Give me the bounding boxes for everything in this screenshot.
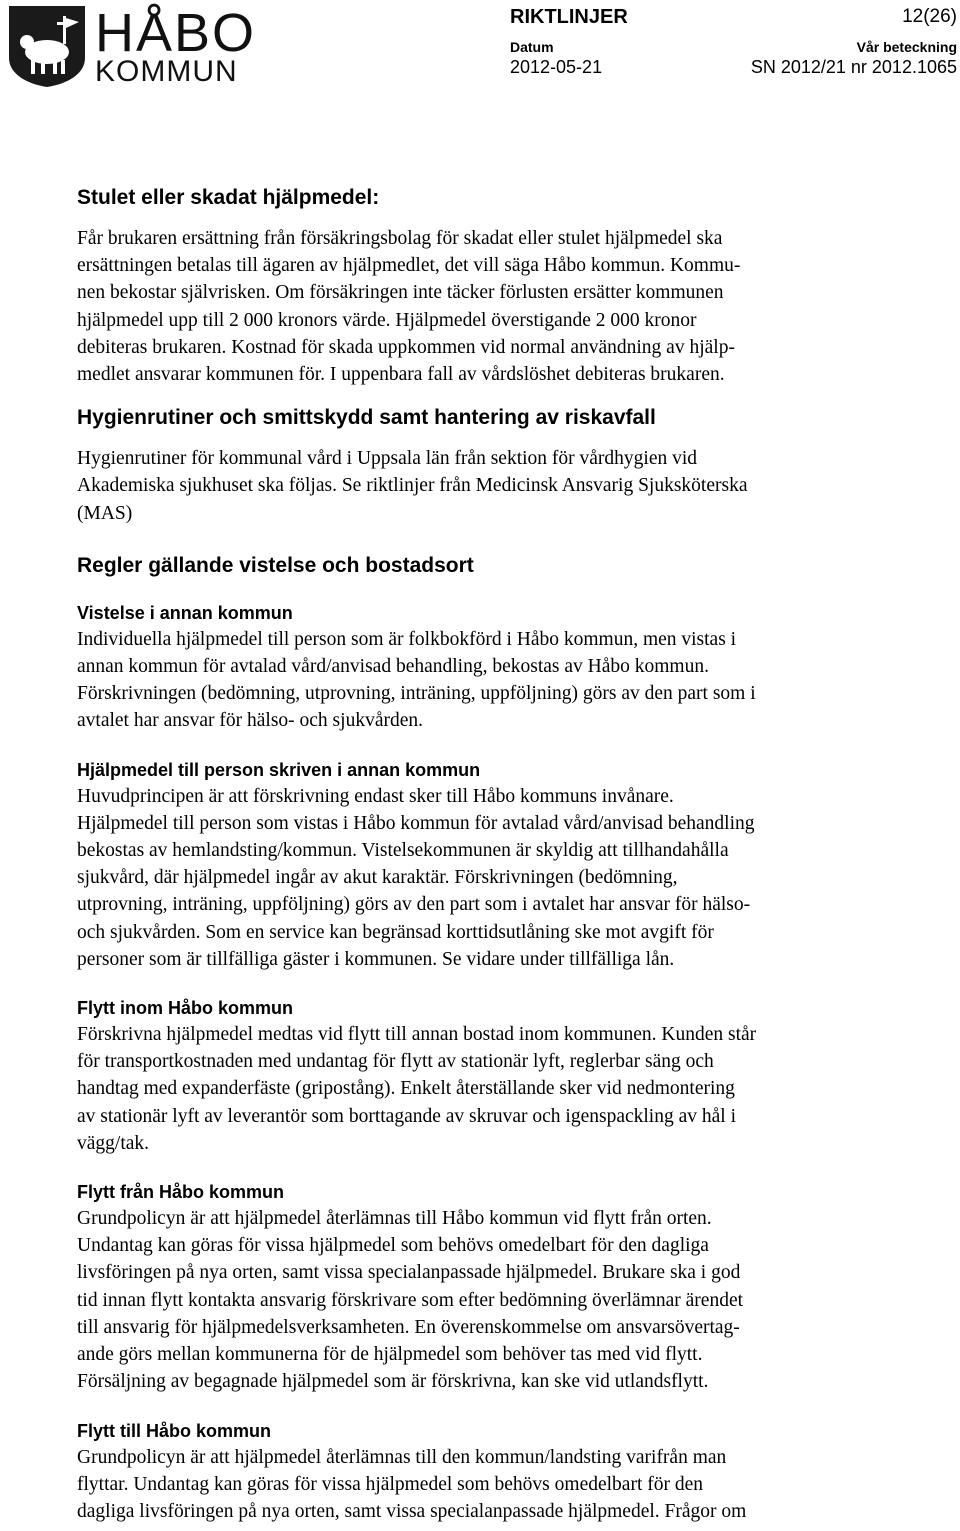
paragraph: Förskrivna hjälpmedel medtas vid flytt till annan bostad inom kommunen. Kunden står för transportkostnaden med undantag för flytt av stationär lyft, reglerbar säng och handtag med expanderfäste (gripostång). Enkelt återställande sker vid nedmontering av stationär lyft av leverantör som borttagande av skruvar och igenspackling av hål i vägg/tak. (77, 1024, 757, 1154)
subsection-heading: Flytt från Håbo kommun (77, 1182, 285, 1203)
document-date: 2012-05-21 (510, 57, 603, 77)
paragraph: Grundpolicyn är att hjälpmedel återlämnas till den kommun/landsting varifrån man flyttar. Undantag kan göras för vissa hjälpmedel som behövs omedelbart för den dagliga livsföringen på nya orten, samt vissa specialanpassade hjälpmedel. Frågor om (77, 1446, 747, 1522)
page-number: 12(26) (902, 6, 957, 27)
logo-text-habo: HÅBO (95, 3, 257, 63)
subsection-heading: Hjälpmedel till person skriven i annan kommun (77, 759, 481, 780)
section-heading: Hygienrutiner och smittskydd samt hantering av riskavfall (77, 406, 656, 430)
section-stolen-damaged (77, 183, 917, 388)
subsection-heading: Flytt inom Håbo kommun (77, 998, 293, 1019)
reference-label: Vår beteckning (856, 39, 957, 55)
section-heading: Stulet eller skadat hjälpmedel: (77, 186, 380, 209)
paragraph: Huvudprincipen är att förskrivning endast sker till Håbo kommuns invånare. Hjälpmedel till person som vistas i Håbo kommun för avtalad vård/anvisad behandling bekostas av hemlandsting/kommun. Vistelsekommunen är skyldig att tillhandahålla sjukvård, där hjälpmedel ingår av akut karaktär. Förskrivningen (bedömning, utprovning, inträning, uppföljning) görs av den part som i avtalet har ansvar för hälso- och sjukvården. Som en service kan begränsad korttidsutlåning ske mot avgift för personer som är tillfälliga gäster i kommunen. Se vidare under tillfälliga lån. (77, 785, 755, 970)
habo-logo-emblem-icon (3, 2, 91, 88)
section-move-to (77, 1418, 917, 1526)
subsection-heading: Vistelse i annan kommun (77, 602, 293, 623)
section-move-within (77, 995, 917, 1157)
document-body (77, 183, 917, 1525)
section-hygiene (77, 403, 917, 527)
section-residence-rules (77, 551, 917, 581)
paragraph: Grundpolicyn är att hjälpmedel återlämnas till Håbo kommun vid flytt från orten. Undantag kan göras för vissa hjälpmedel som behövs omedelbart för den dagliga livsföringen på nya orten, samt vissa specialanpassade hjälpmedel. Brukare ska i god tid innan flytt kontakta ansvarig förskrivare som efter bedömning överlämnar ärendet till ansvarig för hjälpmedelsverksamheten. En överenskommelse om ansvarsövertag- ande görs mellan kommunerna för de hjälpmedel som behöver tas med vid flytt. Försäljning av begagnade hjälpmedel som är förskrivna, kan ske vid utlandsflytt. (77, 1208, 744, 1393)
paragraph: Individuella hjälpmedel till person som är folkbokförd i Håbo kommun, men vistas i annan kommun för avtalad vård/anvisad behandling, bekostas av Håbo kommun. Förskrivningen (bedömning, utprovning, inträning, uppföljning) görs av den part som i avtalet har ansvar för hälso- och sjukvården. (77, 628, 756, 732)
habo-logo-wordmark (95, 3, 257, 88)
paragraph: Får brukaren ersättning från försäkringsbolag för skadat eller stulet hjälpmedel ska ersättningen betalas till ägaren av hjälpmedlet, det vill säga Håbo kommun. Kommu- nen bekostar självrisken. Om försäkringen inte täcker förlusten ersätter kommunen hjälpmedel upp till 2 000 kronors värde. Hjälpmedel överstigande 2 000 kronor debiteras brukaren. Kostnad för skada uppkommen vid normal användning av hjälp- medlet ansvarar kommunen för. I uppenbara fall av vårdslöshet debiteras brukaren. (77, 228, 741, 386)
subsection-heading: Flytt till Håbo kommun (77, 1420, 272, 1441)
section-stay-other-municipality (77, 600, 917, 735)
logo-text-kommun: KOMMUN (95, 55, 238, 88)
document-type: RIKTLINJER (510, 6, 628, 28)
section-registered-other-municipality (77, 757, 917, 973)
section-heading: Regler gällande vistelse och bostadsort (77, 553, 474, 577)
paragraph: Hygienrutiner för kommunal vård i Uppsala län från sektion för vårdhygien vid Akademiska sjukhuset ska följas. Se riktlinjer från Medicinsk Ansvarig Sjuksköterska (MAS) (77, 448, 748, 524)
section-move-from (77, 1179, 917, 1395)
date-label: Datum (510, 39, 554, 55)
document-reference: SN 2012/21 nr 2012.1065 (750, 57, 957, 77)
